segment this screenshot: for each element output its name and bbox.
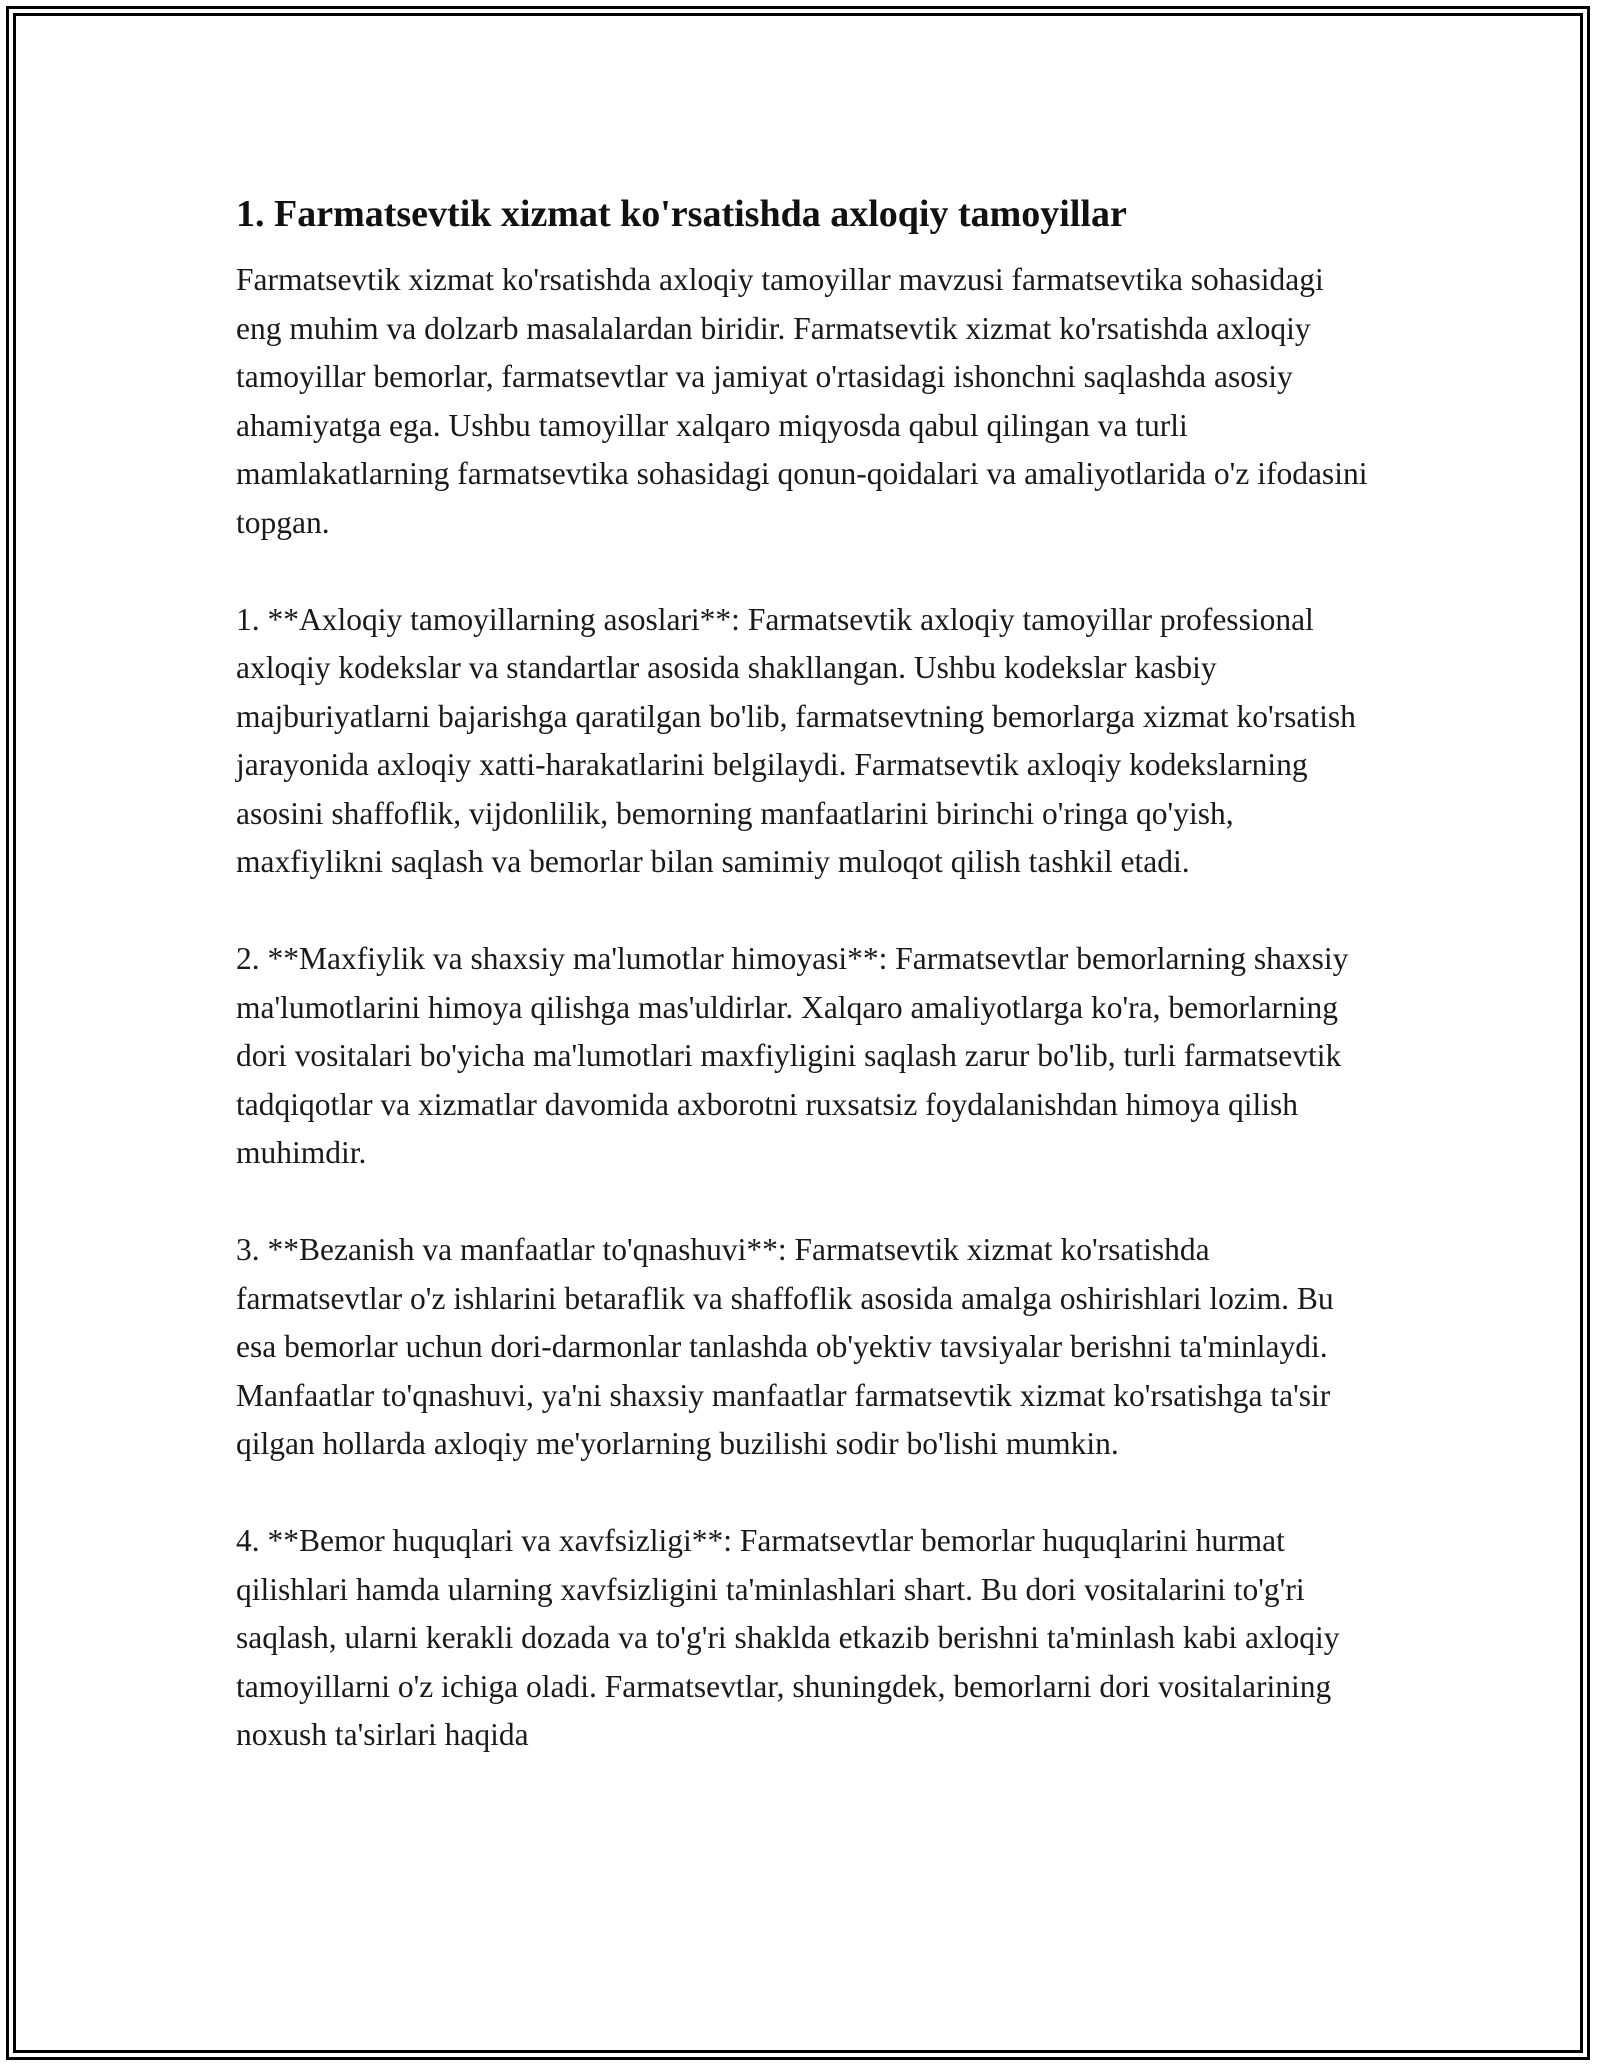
paragraph-patient-rights: 4. **Bemor huquqlari va xavfsizligi**: Farmatsevtlar bemorlar huquqlarini hurmat qilishlari hamda ularning xavfsizligini ta'minlashlari shart. Bu dori vositalarini to'g'ri saqlash, ularni kerakli dozada va to'g'ri shaklda etkazib berishni ta'minlash kabi axloqiy tamoyillarni o'z ichiga oladi. Farmatsevtlar, shuningdek, bemorlarni dori vositalarining noxush ta'sirlari haqida: [236, 1523, 1340, 1752]
paragraph-conflict-of-interest: 3. **Bezanish va manfaatlar to'qnashuvi**: Farmatsevtik xizmat ko'rsatishda farmatsevtlar o'z ishlarini betaraflik va shaffoflik asosida amalga oshirishlari lozim. Bu esa bemorlar uchun dori-darmonlar tanlashda ob'yektiv tavsiyalar berishni ta'minlaydi. Manfaatlar to'qnashuvi, ya'ni shaxsiy manfaatlar farmatsevtik xizmat ko'rsatishga ta'sir qilgan hollarda axloqiy me'yorlarning buzilishi sodir bo'lishi mumkin.: [236, 1232, 1334, 1461]
document-title: 1. Farmatsevtik xizmat ko'rsatishda axloqiy tamoyillar: [236, 193, 1127, 235]
paragraph-intro: Farmatsevtik xizmat ko'rsatishda axloqiy tamoyillar mavzusi farmatsevtika sohasidagi eng muhim va dolzarb masalalardan biridir. Farmatsevtik xizmat ko'rsatishda axloqiy tamoyillar bemorlar, farmatsevtlar va jamiyat o'rtasidagi ishonchni saqlashda asosiy ahamiyatga ega. Ushbu tamoyillar xalqaro miqyosda qabul qilingan va turli mamlakatlarning farmatsevtika sohasidagi qonun-qoidalari va amaliyotlarida o'z ifodasini topgan.: [236, 262, 1368, 540]
paragraph-confidentiality: 2. **Maxfiylik va shaxsiy ma'lumotlar himoyasi**: Farmatsevtlar bemorlarning shaxsiy ma'lumotlarini himoya qilishga mas'uldirlar. Xalqaro amaliyotlarga ko'ra, bemorlarning dori vositalari bo'yicha ma'lumotlari maxfiyligini saqlash zarur bo'lib, turli farmatsevtik tadqiqotlar va xizmatlar davomida axborotni ruxsatsiz foydalanishdan himoya qilish muhimdir.: [236, 941, 1349, 1170]
paragraph-ethics-foundations: 1. **Axloqiy tamoyillarning asoslari**: Farmatsevtik axloqiy tamoyillar professional axloqiy kodekslar va standartlar asosida shakllangan. Ushbu kodekslar kasbiy majburiyatlarni bajarishga qaratilgan bo'lib, farmatsevtning bemorlarga xizmat ko'rsatish jarayonida axloqiy xatti-harakatlarini belgilaydi. Farmatsevtik axloqiy kodekslarning asosini shaffoflik, vijdonlilik, bemorning manfaatlarini birinchi o'ringa qo'yish, maxfiylikni saqlash va bemorlar bilan samimiy muloqot qilish tashkil etadi.: [236, 601, 1356, 879]
document-body: [236, 186, 1376, 1760]
